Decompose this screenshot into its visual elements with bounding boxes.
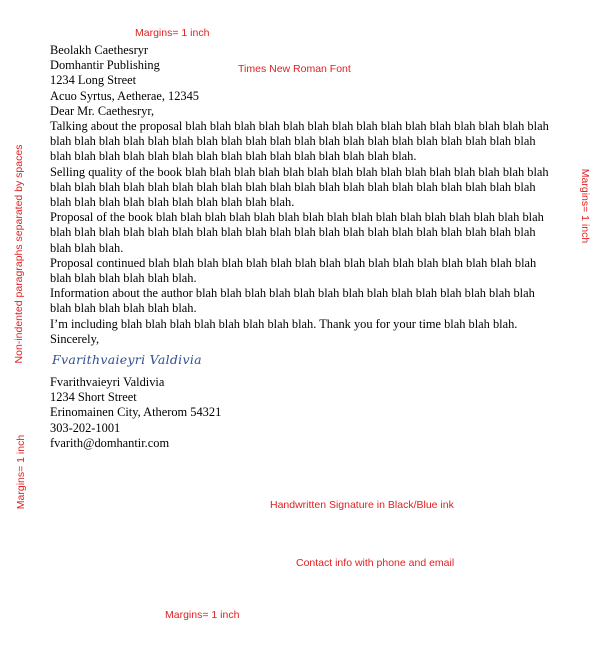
recipient-company: Domhantir Publishing bbox=[50, 58, 160, 73]
bottom-margin-note: Margins= 1 inch bbox=[165, 609, 240, 621]
paragraph-note: Non-indented paragraphs separated by spaces bbox=[13, 144, 25, 364]
contact-note: Contact info with phone and email bbox=[296, 557, 455, 569]
recipient-address bbox=[50, 43, 550, 104]
salutation: Dear Mr. Caethesryr, bbox=[50, 103, 155, 118]
paragraph-author-info: Information about the author blah blah blah blah blah blah blah blah blah blah blah blah blah blah blah blah blah blah blah blah. bbox=[50, 286, 535, 316]
letter-body bbox=[50, 43, 550, 451]
sender-phone: 303-202-1001 bbox=[50, 420, 121, 435]
sender-contact bbox=[50, 375, 550, 451]
sender-street: 1234 Short Street bbox=[50, 390, 137, 405]
paragraph-proposal-book: Proposal of the book blah blah blah blah blah blah blah blah blah blah blah blah blah blah blah blah blah blah blah blah blah blah blah blah blah blah blah blah blah blah blah blah blah blah blah blah blah blah blah. bbox=[50, 210, 544, 255]
top-margin-note: Margins= 1 inch bbox=[135, 27, 210, 39]
sender-city: Erinomainen City, Atherom 54321 bbox=[50, 405, 222, 420]
recipient-name: Beolakh Caethesryr bbox=[50, 43, 149, 57]
paragraph-thanks: I’m including blah blah blah blah blah blah blah blah. Thank you for your time blah blah blah. bbox=[50, 316, 518, 331]
recipient-city: Acuo Syrtus, Aetherae, 12345 bbox=[50, 88, 200, 103]
recipient-street: 1234 Long Street bbox=[50, 73, 137, 88]
sender-email: fvarith@domhantir.com bbox=[50, 435, 170, 450]
paragraph-proposal: Talking about the proposal blah blah blah blah blah blah blah blah blah blah blah blah blah blah blah blah blah blah blah blah blah blah blah blah blah blah blah blah blah blah blah blah blah blah blah blah blah blah blah blah blah blah blah blah blah blah blah blah blah blah. bbox=[50, 119, 549, 164]
left-margin-note: Margins= 1 inch bbox=[15, 434, 27, 510]
paragraph-selling-quality: Selling quality of the book blah blah blah blah blah blah blah blah blah blah blah blah blah blah blah blah blah blah blah blah blah blah blah blah blah blah blah blah blah blah blah blah blah blah blah blah blah blah blah blah blah blah blah blah blah. bbox=[50, 164, 549, 210]
handwritten-signature: Fvarithvaieyri Valdivia bbox=[52, 352, 202, 368]
closing: Sincerely, bbox=[50, 331, 100, 346]
signature-note: Handwritten Signature in Black/Blue ink bbox=[270, 499, 454, 511]
font-note: Times New Roman Font bbox=[238, 63, 351, 75]
right-margin-note: Margins= 1 inch bbox=[579, 168, 591, 244]
paragraph-proposal-continued: Proposal continued blah blah blah blah blah blah blah blah blah blah blah blah blah blah blah blah blah blah blah blah blah blah. bbox=[50, 255, 537, 286]
sender-name: Fvarithvaieyri Valdivia bbox=[50, 375, 165, 390]
